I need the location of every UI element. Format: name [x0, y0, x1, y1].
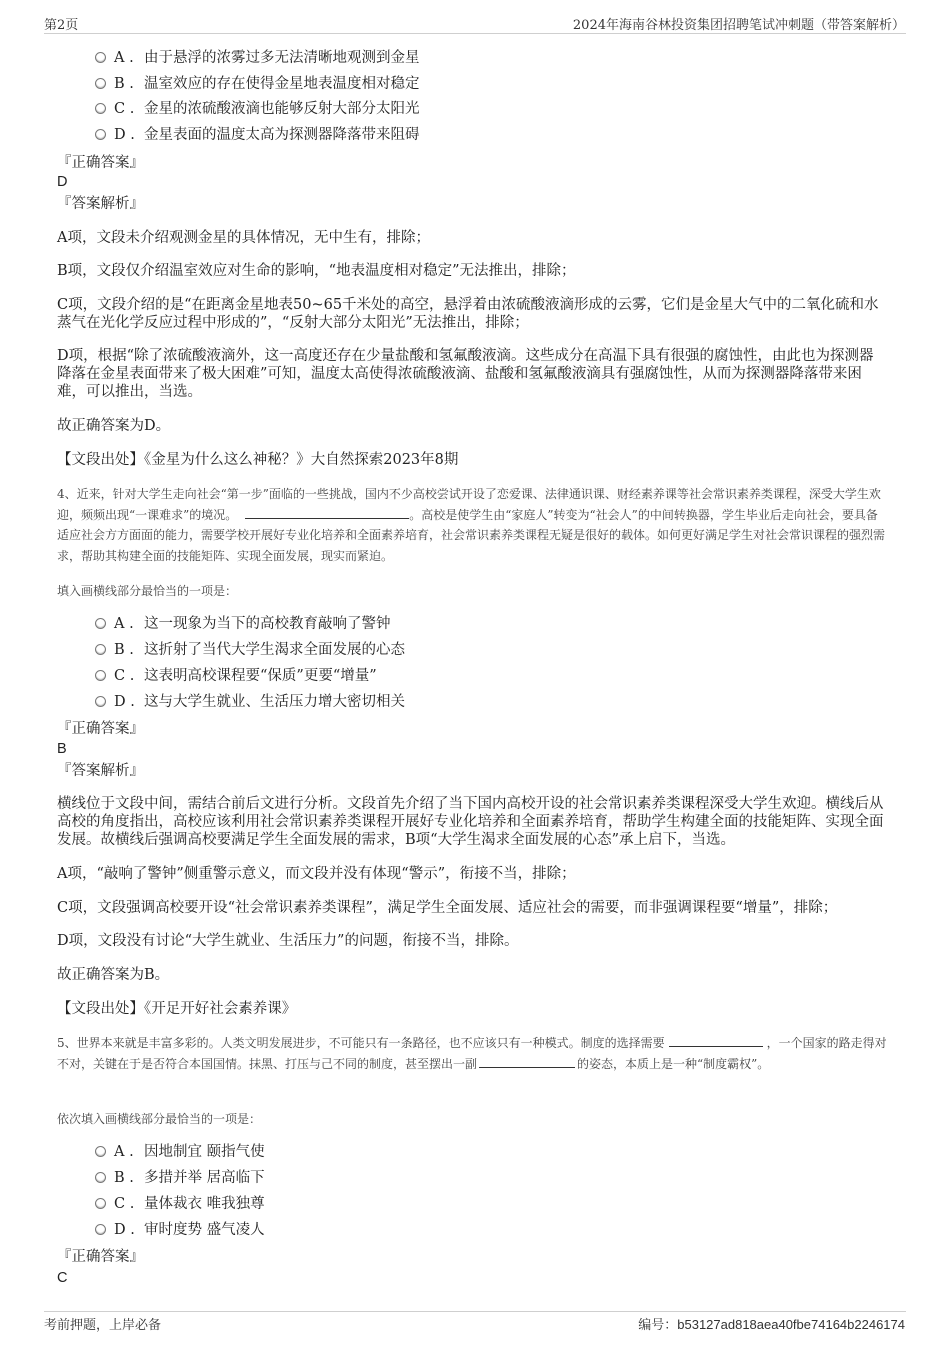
footer-divider — [44, 1311, 906, 1312]
q5-stem: 5、世界本来就是丰富多彩的。人类文明发展进步，不可能只有一条路径，也不应该只有一种模式。制度的选择需要 ，一个国家的路走得对不对，关键在于是否符合本国国情。抹黑、打压与己不同的制度，甚至摆出一副 的姿态，本质上是一种“制度霸权”。 — [57, 1036, 887, 1071]
fill-blank-1[interactable] — [669, 1034, 763, 1047]
q4-source: 【文段出处】《开足开好社会素养课》 — [57, 1001, 297, 1017]
q3-analysis-a: A项，文段未介绍观测金星的具体情况，无中生有，排除； — [57, 230, 430, 246]
q3-option-a[interactable]: A . 由于悬浮的浓雾过多无法清晰地观测到金星 — [95, 48, 420, 68]
q4-analysis-a: A项，“敲响了警钟”侧重警示意义，而文段并没有体现“警示”，衔接不当，排除； — [57, 866, 576, 882]
q3-option-c[interactable]: C . 金星的浓硫酸液滴也能够反射大部分太阳光 — [95, 99, 420, 119]
q5-option-a[interactable]: A . 因地制宜 颐指气使 — [95, 1142, 265, 1162]
radio-icon[interactable] — [95, 670, 106, 681]
q4-stem: 4、近来，针对大学生走向社会“第一步”面临的一些挑战，国内不少高校尝试开设了恋爱课、法律通识课、财经素养课等社会常识素养类课程，深受大学生欢迎，频频出现“一课难求”的境况。 。高校是使学生由“家庭人”转变为“社会人”的中间转换器，学生毕业后走向社会，要具备适应社会方方面面的能力，需要学校开展好专业化培养和全面素养培育，社会常识素养类课程无疑是很好的载体。如何更好满足学生对社会常识课程的强烈需求，帮助其构建全面的技能矩阵、实现全面发展，现实而紧迫。 — [57, 487, 886, 563]
radio-icon[interactable] — [95, 644, 106, 655]
q3-option-d[interactable]: D . 金星表面的温度太高为探测器降落带来阻碍 — [95, 125, 420, 145]
q4-prompt: 填入画横线部分最恰当的一项是： — [57, 584, 238, 598]
footer-code: 编号：b53127ad818aea40fbe74164b2246174 — [638, 1317, 905, 1333]
q5-option-b[interactable]: B . 多措并举 居高临下 — [95, 1168, 265, 1188]
q4-analysis-main: 横线位于文段中间，需结合前后文进行分析。文段首先介绍了当下国内高校开设的社会常识素养类课程深受大学生欢迎。横线后从高校的角度指出，高校应该利用社会常识素养类课程开展好专业化培养和全面素养培育，帮助学生构建全面的技能矩阵、实现全面发展。故横线后强调高校要满足学生全面发展的需求，B项“大学生渴求全面发展的心态”承上启下，当选。 — [57, 796, 884, 848]
radio-icon[interactable] — [95, 618, 106, 629]
q5-answer: C — [57, 1270, 68, 1286]
radio-icon[interactable] — [95, 78, 106, 89]
q3-option-b[interactable]: B . 温室效应的存在使得金星地表温度相对稳定 — [95, 74, 420, 94]
fill-blank-2[interactable] — [479, 1055, 575, 1068]
q4-analysis-c: C项，文段强调高校要开设“社会常识素养类课程”，满足学生全面发展、适应社会的需要，而非强调课程要“增量”，排除； — [57, 900, 838, 916]
q5-option-d[interactable]: D . 审时度势 盛气凌人 — [95, 1220, 265, 1240]
q4-conclusion: 故正确答案为B。 — [57, 967, 170, 983]
q3-answer-label: 『正确答案』 — [57, 155, 144, 171]
radio-icon[interactable] — [95, 129, 106, 140]
footer-slogan: 考前押题，上岸必备 — [44, 1318, 162, 1333]
q5-answer-label: 『正确答案』 — [57, 1249, 144, 1265]
q5-prompt: 依次填入画横线部分最恰当的一项是： — [57, 1112, 262, 1126]
radio-icon[interactable] — [95, 52, 106, 63]
q3-analysis-b: B项，文段仅介绍温室效应对生命的影响，“地表温度相对稳定”无法推出，排除； — [57, 263, 576, 279]
radio-icon[interactable] — [95, 1224, 106, 1235]
page-number: 第2页 — [44, 18, 79, 33]
q4-option-c[interactable]: C . 这表明高校课程要“保质”更要“增量” — [95, 666, 377, 686]
radio-icon[interactable] — [95, 1146, 106, 1157]
q3-source: 【文段出处】《金星为什么这么神秘？》大自然探索2023年8期 — [57, 452, 459, 468]
document-title: 2024年海南谷林投资集团招聘笔试冲刺题（带答案解析） — [572, 18, 905, 33]
radio-icon[interactable] — [95, 1198, 106, 1209]
radio-icon[interactable] — [95, 1172, 106, 1183]
q3-analysis-label: 『答案解析』 — [57, 196, 144, 212]
q3-answer: D — [57, 174, 68, 190]
radio-icon[interactable] — [95, 103, 106, 114]
radio-icon[interactable] — [95, 696, 106, 707]
q4-option-d[interactable]: D . 这与大学生就业、生活压力增大密切相关 — [95, 692, 405, 712]
q3-analysis-d: D项，根据“除了浓硫酸液滴外，这一高度还存在少量盐酸和氢氟酸液滴。这些成分在高温下具有很强的腐蚀性，由此也为探测器降落在金星表面带来了极大困难”可知，温度太高使得浓硫酸液滴、盐酸和氢氟酸液滴具有强腐蚀性，从而为探测器降落带来困难，可以推出，当选。 — [57, 348, 874, 400]
q4-option-b[interactable]: B . 这折射了当代大学生渴求全面发展的心态 — [95, 640, 405, 660]
q3-analysis-c: C项，文段介绍的是“在距离金星地表50~65千米处的高空，悬浮着由浓硫酸液滴形成的云雾，它们是金星大气中的二氧化硫和水蒸气在光化学反应过程中形成的”，“反射大部分太阳光”无法推出，排除； — [57, 297, 879, 331]
q4-answer: B — [57, 741, 67, 757]
q5-option-c[interactable]: C . 量体裁衣 唯我独尊 — [95, 1194, 265, 1214]
q4-analysis-label: 『答案解析』 — [57, 763, 144, 779]
q4-option-a[interactable]: A . 这一现象为当下的高校教育敲响了警钟 — [95, 614, 391, 634]
q3-conclusion: 故正确答案为D。 — [57, 418, 171, 434]
q4-analysis-d: D项，文段没有讨论“大学生就业、生活压力”的问题，衔接不当，排除。 — [57, 933, 519, 949]
header-divider — [44, 33, 906, 34]
fill-blank[interactable] — [245, 506, 409, 519]
q4-answer-label: 『正确答案』 — [57, 721, 144, 737]
